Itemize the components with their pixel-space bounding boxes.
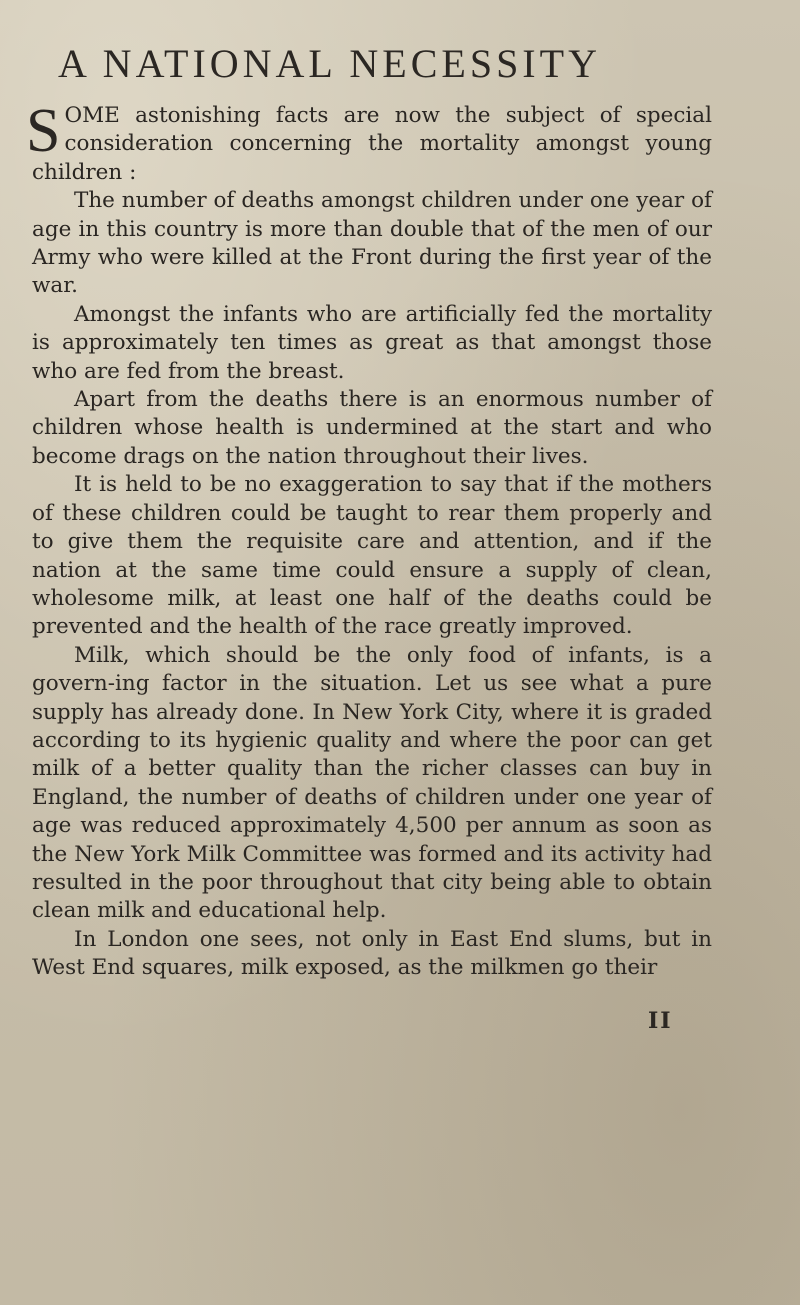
paragraph: It is held to be no exaggeration to say that if the mothers of these children could be taught to rear them properly and to give them the requisite care and attention, and if the nation at the same time could ensure a supply of clean, wholesome milk, at least one half of the deaths could be prevented and the health of the race greatly improved. <box>32 472 712 640</box>
paragraph: The number of deaths amongst children under one year of age in this country is more than double that of the men of our Army who were killed at the Front during the first year of the war. <box>32 188 712 299</box>
body-text <box>26 97 712 983</box>
paragraph: Milk, which should be the only food of infants, is a govern-ing factor in the situation. Let us see what a pure supply has already done. In New York City, where it is graded according to its hygienic quality and where the poor can get milk of a better quality than the richer classes can buy in England, the number of deaths of children under one year of age was reduced approximately 4,500 per annum as soon as the New York Milk Committee was formed and its activity had resulted in the poor throughout that city being able to obtain clean milk and educational help. <box>32 642 712 924</box>
paragraph: Amongst the infants who are artificially fed the mortality is approximately ten times as great as that amongst those who are fed from the breast. <box>32 301 712 384</box>
paragraph: SOME astonishing facts are now the subject of special consideration concerning the mortality amongst young children : <box>26 97 712 185</box>
drop-cap: S <box>26 97 61 165</box>
paragraph: In London one sees, not only in East End slums, but in West End squares, milk exposed, as the milkmen go their <box>32 926 712 981</box>
chapter-heading: A NATIONAL NECESSITY <box>58 41 601 86</box>
page-number: II <box>648 1008 673 1034</box>
paragraph: Apart from the deaths there is an enormous number of children whose health is undermined at the start and who become drags on the nation throughout their lives. <box>32 387 712 469</box>
